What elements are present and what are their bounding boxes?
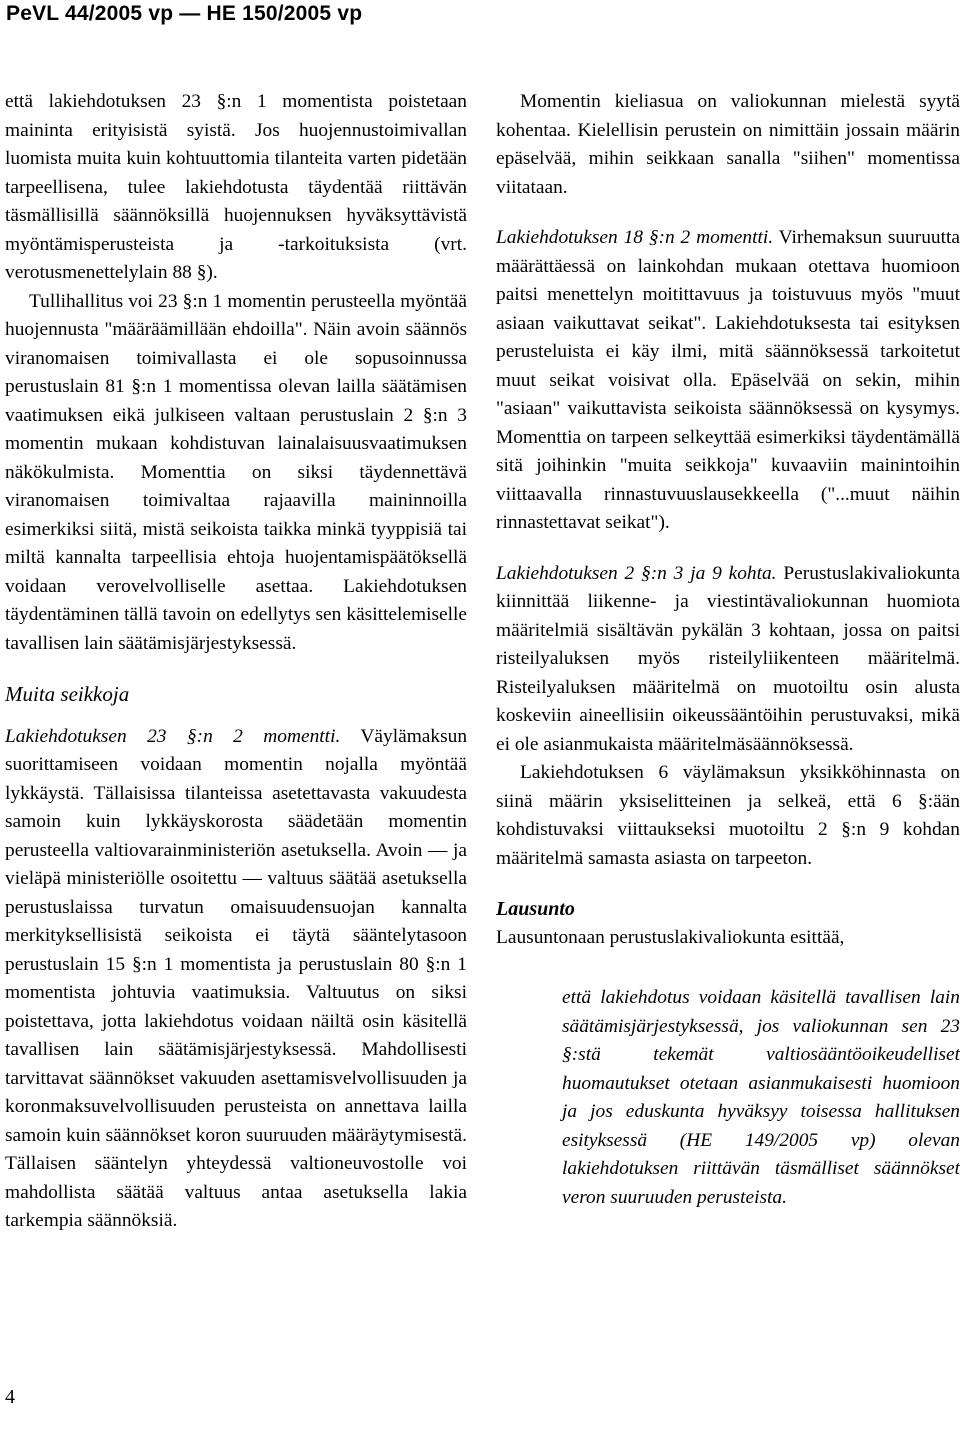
right-column — [496, 88, 960, 1212]
body-paragraph: Lakiehdotuksen 6 väylämaksun yksikköhinnasta on siinä määrin yksiselitteinen ja selkeä, että 6 §:ään kohdistuvaksi viittaukseksi muotoiltu 2 §:n 9 kohdan määritelmä samasta asiasta on tarpeeton. — [496, 762, 960, 869]
paragraph-text: Väylämaksun suorittamiseen voidaan momentin nojalla myöntää lykkäystä. Tällaisissa tilanteissa asetettavasta vakuudesta samoin kuin lykkäyskorosta säädetään momentin perusteella valtiovarainministeriön asetuksella. Avoin — ja vieläpä ministeriölle osoitettu — valtuus säätää asetuksella perustuslaissa turvatun omaisuudensuojan kannalta merkityksellisistä seikoista ei täytä sääntelytasoon perustuslain 15 §:n 1 momentista ja perustuslain 80 §:n 1 momentista johtuvia vaatimuksia. Valtuutus on siksi poistettava, jotta lakiehdotus voidaan näiltä osin käsitellä tavallisen lain säätämisjärjestyksessä. Mahdollisesti tarvittavat säännökset vakuuden asettamisvelvollisuuden ja koronmaksuvelvollisuuden perusteista on annettava lailla samoin kuin säännökset koron suuruuden määräytymisestä. Tällaisen sääntelyn yhteydessä valtioneuvostolle voi mahdollista säätää valtuus antaa asetuksella lakia tarkempia säännöksiä. — [5, 725, 468, 1231]
left-column — [5, 88, 467, 1236]
paragraph-text: Perustuslakivaliokunta kiinnittää liikenne- ja viestintävaliokunnan huomiota määritelmiä sisältävän pykälän 3 kohtaan, jossa on paitsi risteilyaluksen myös risteilyliikenteen määritelmä. Risteilyaluksen määritelmä on muotoiltu osin alusta koskeviin aineellisiin oikeussääntöihin perustuvaksi, mikä ei ole asianmukaista määritelmäsäännöksessä. — [496, 562, 960, 755]
statement-quote: että lakiehdotus voidaan käsitellä tavallisen lain säätämisjärjestyksessä, jos valiokunnan sen 23 §:stä tekemät valtiosääntöoikeudelliset huomautukset otetaan asianmukaisesti huomioon ja jos eduskunta hyväksyy toisessa hallituksen esityksessä (HE 149/2005 vp) olevan lakiehdotuksen riittävän täsmälliset säännökset veron suuruuden perusteista. — [562, 987, 960, 1208]
body-paragraph: että lakiehdotuksen 23 §:n 1 momentista poistetaan maininta erityisistä syistä. Jos huojennustoimivallan luomista muita kuin kohtuuttomia tilanteita varten pidetään tarpeellisena, tulee lakiehdotusta täydentää riittävän täsmällisillä säännöksillä huojennuksen hyväksyttävistä myöntämisperusteista ja -tarkoituksista (vrt. verotusmenettelylain 88 §). — [5, 91, 467, 283]
body-paragraph — [496, 560, 960, 760]
body-paragraph — [5, 723, 467, 1236]
running-header: PeVL 44/2005 vp — HE 150/2005 vp — [6, 2, 363, 25]
paragraph-lead: Lakiehdotuksen 2 §:n 3 ja 9 kohta. — [496, 562, 777, 584]
paragraph-text: Virhemaksun suuruutta määrättäessä on lainkohdan mukaan otettava huomioon paitsi menettelyn moitittavuus ja toistuvuus myös "muut asiaan vaikuttavat seikat". Lakiehdotuksesta tai esityksen perusteluista ei käy ilmi, mitä säännöksessä tarkoitetut muut seikat voisivat olla. Epäselvää on sekin, mihin "asiaan" vaikuttavista seikoista säännöksessä on kysymys. Momenttia on tarpeen selkeyttää esimerkiksi täydentämällä sitä joihinkin "muita seikkoja" kuvaaviin mainintoihin viittaavalla rinnastuvuuslausekkeella ("...muut näihin rinnastettavat seikat"). — [496, 227, 960, 533]
body-paragraph — [496, 224, 960, 538]
paragraph-lead: Lakiehdotuksen 18 §:n 2 momentti. — [496, 227, 774, 248]
paragraph-lead: Lakiehdotuksen 23 §:n 2 momentti. — [5, 725, 341, 747]
body-paragraph: Momentin kieliasua on valiokunnan mielestä syytä kohentaa. Kielellisin perustein on nimittäin jossain määrin epäselvää, mihin seikkaan sanalla "siihen" momentissa viitataan. — [496, 91, 960, 198]
body-paragraph: Lausuntonaan perustuslakivaliokunta esittää, — [496, 926, 845, 948]
body-paragraph: Tullihallitus voi 23 §:n 1 momentin perusteella myöntää huojennusta "määräämillään ehdoilla". Näin avoin säännös viranomaisen toimivallasta ei ole sopusoinnussa perustuslain 81 §:n 1 momentissa olevan lailla säätämisen vaatimuksen eikä julkiseen valtaan perustuslain 2 §:n 3 momentin mukaan kohdistuvan lainalaisuusvaatimuksen näkökulmista. Momenttia on siksi täydennettävä viranomaisen toimivaltaa rajaavilla maininnoilla esimerkiksi siitä, mistä seikoista taikka minkä tyyppisiä tai miltä kannalta tarpeellisia ehtoja huojentamispäätöksellä voidaan verovelvolliselle asettaa. Lakiehdotuksen täydentäminen tällä tavoin on edellytys sen käsittelemiselle tavallisen lain säätämisjärjestyksessä. — [5, 290, 467, 654]
section-heading-muita-seikkoja: Muita seikkoja — [5, 682, 130, 706]
page-number: 4 — [5, 1386, 15, 1408]
section-heading-lausunto: Lausunto — [496, 898, 575, 920]
